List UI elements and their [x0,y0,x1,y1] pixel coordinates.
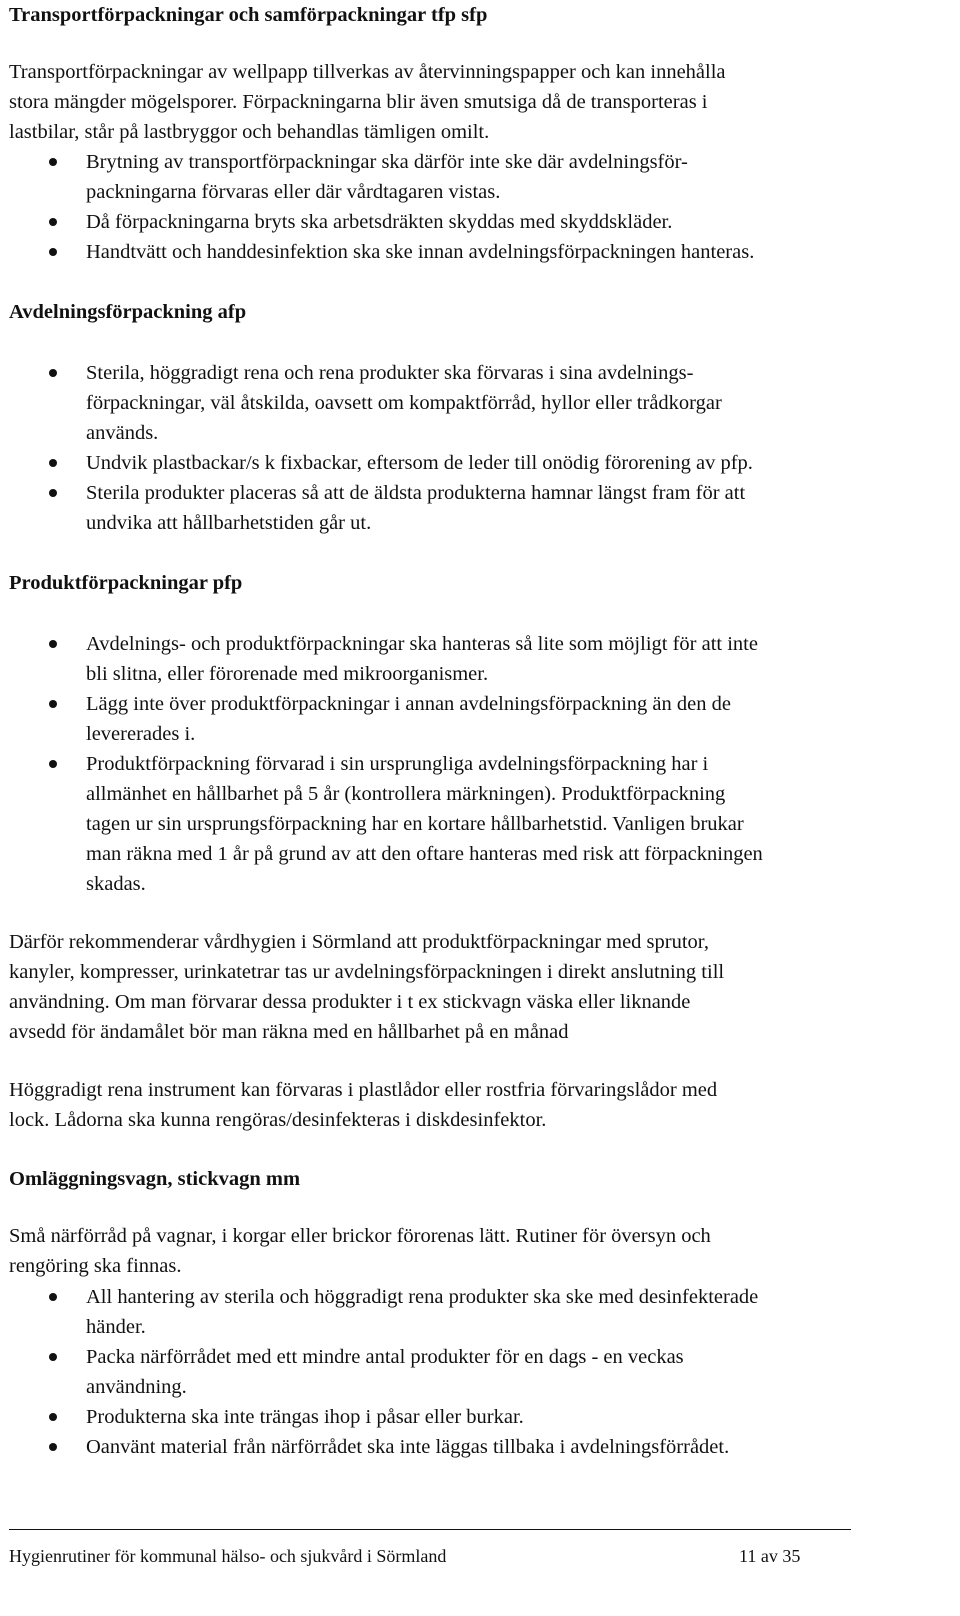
text-line: Avdelnings- och produktförpackningar ska hanteras så lite som möjligt för att inte [86,633,758,655]
bullet-list [9,1282,944,1462]
text-line: Produkterna ska inte trängas ihop i påsar eller burkar. [86,1406,524,1428]
page-number: 11 av 35 [739,1546,801,1566]
bullet-icon [49,248,57,256]
text-line: Packa närförrådet med ett mindre antal produkter för en dags - en veckas [86,1346,684,1368]
list-item [9,629,944,689]
text-line: levererades i. [86,723,196,745]
bullet-icon [49,1353,57,1361]
footer-title: Hygienrutiner för kommunal hälso- och sjukvård i Sörmland [9,1546,447,1566]
bullet-list [9,629,944,899]
bullet-icon [49,218,57,226]
bullet-icon [49,1413,57,1421]
paragraph [9,1075,717,1135]
list-item [9,147,944,207]
section-intro [9,1221,711,1281]
bullet-icon [49,1443,57,1451]
text-line: bli slitna, eller förorenade med mikroorganismer. [86,663,489,685]
text-line: användning. Om man förvarar dessa produkter i t ex stickvagn väska eller liknande [9,991,691,1013]
list-item [9,237,944,267]
bullet-list [9,147,944,267]
text-line: man räkna med 1 år på grund av att den oftare hanteras med risk att förpackningen [86,843,763,865]
list-item [9,1342,944,1402]
text-line: Lägg inte över produktförpackningar i annan avdelningsförpackning än den de [86,693,731,715]
text-line: All hantering av sterila och höggradigt rena produkter ska ske med desinfekterade [86,1286,759,1308]
text-line: Därför rekommenderar vårdhygien i Sörmland att produktförpackningar med sprutor, [9,931,709,953]
section-heading: Transportförpackningar och samförpackningar tfp sfp [9,4,488,26]
list-item [9,1402,944,1432]
text-line: händer. [86,1316,146,1338]
list-item [9,448,944,478]
text-line: används. [86,422,159,444]
text-line: tagen ur sin ursprungsförpackning har en kortare hållbarhetstid. Vanligen brukar [86,813,744,835]
text-line: Oanvänt material från närförrådet ska inte läggas tillbaka i avdelningsförrådet. [86,1436,730,1458]
text-line: Transportförpackningar av wellpapp tillverkas av återvinningspapper och kan innehålla [9,61,726,83]
bullet-icon [49,640,57,648]
text-line: lastbilar, står på lastbryggor och behandlas tämligen omilt. [9,121,490,143]
section-heading: Avdelningsförpackning afp [9,301,247,323]
list-item [9,478,944,538]
text-line: packningarna förvaras eller där vårdtagaren vistas. [86,181,501,203]
bullet-icon [49,489,57,497]
text-line: Handtvätt och handdesinfektion ska ske innan avdelningsförpackningen hanteras. [86,241,755,263]
list-item [9,1282,944,1342]
section-heading: Omläggningsvagn, stickvagn mm [9,1168,301,1190]
list-item [9,689,944,749]
text-line: Höggradigt rena instrument kan förvaras i plastlådor eller rostfria förvaringslådor med [9,1079,718,1101]
text-line: allmänhet en hållbarhet på 5 år (kontrollera märkningen). Produktförpackning [86,783,726,805]
list-item [9,358,944,448]
bullet-icon [49,369,57,377]
bullet-icon [49,459,57,467]
bullet-icon [49,700,57,708]
bullet-icon [49,1293,57,1301]
footer-divider [9,1529,851,1530]
bullet-icon [49,158,57,166]
text-line: Produktförpackning förvarad i sin ursprungliga avdelningsförpackning har i [86,753,709,775]
text-line: skadas. [86,873,146,895]
text-line: rengöring ska finnas. [9,1255,182,1277]
text-line: Små närförråd på vagnar, i korgar eller brickor förorenas lätt. Rutiner för översyn och [9,1225,711,1247]
text-line: lock. Lådorna ska kunna rengöras/desinfekteras i diskdesinfektor. [9,1109,547,1131]
text-line: Sterila, höggradigt rena och rena produkter ska förvaras i sina avdelnings- [86,362,694,384]
text-line: användning. [86,1376,187,1398]
text-line: Brytning av transportförpackningar ska därför inte ske där avdelningsför- [86,151,688,173]
text-line: stora mängder mögelsporer. Förpackningarna blir även smutsiga då de transporteras i [9,91,708,113]
text-line: Då förpackningarna bryts ska arbetsdräkten skyddas med skyddskläder. [86,211,673,233]
text-line: kanyler, kompresser, urinkatetrar tas ur avdelningsförpackningen i direkt anslutning till [9,961,725,983]
list-item [9,749,944,899]
text-line: Sterila produkter placeras så att de äldsta produkterna hamnar längst fram för att [86,482,746,504]
text-line: Undvik plastbackar/s k fixbackar, eftersom de leder till onödig förorening av pfp. [86,452,753,474]
text-line: förpackningar, väl åtskilda, oavsett om kompaktförråd, hyllor eller trådkorgar [86,392,722,414]
section-heading: Produktförpackningar pfp [9,572,243,594]
bullet-icon [49,760,57,768]
list-item [9,1432,944,1462]
text-line: undvika att hållbarhetstiden går ut. [86,512,372,534]
section-intro [9,57,726,147]
text-line: avsedd för ändamålet bör man räkna med en hållbarhet på en månad [9,1021,569,1043]
bullet-list [9,358,944,538]
paragraph [9,927,724,1047]
list-item [9,207,944,237]
